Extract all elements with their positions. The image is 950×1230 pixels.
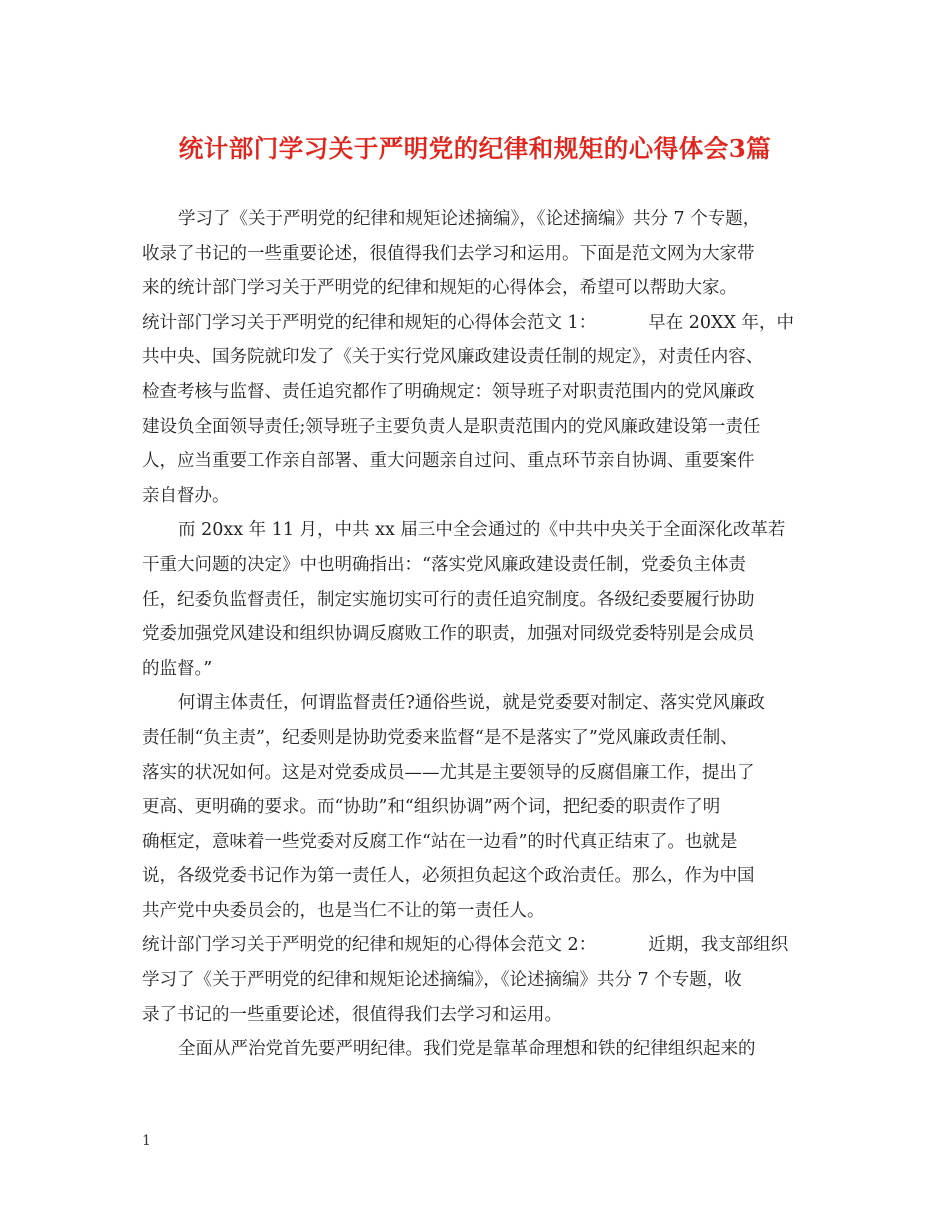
paragraph-line: 任，纪委负监督责任，制定实施切实可行的责任追究制度。各级纪委要履行协助 — [142, 589, 755, 610]
paragraph-line: 检查考核与监督、责任追究都作了明确规定：领导班子对职责范围内的党风廉政 — [142, 381, 755, 402]
section-heading: 统计部门学习关于严明党的纪律和规矩的心得体会范文 2： — [142, 935, 597, 956]
paragraph-line: 学习了《关于严明党的纪律和规矩论述摘编》，《论述摘编》共分 7 个专题， — [178, 209, 761, 229]
paragraph-line: 党委加强党风建设和组织协调反腐败工作的职责，加强对同级党委特别是会成员 — [142, 624, 755, 645]
paragraph-line: 共中央、国务院就印发了《关于实行党风廉政建设责任制的规定》，对责任内容、 — [142, 347, 764, 368]
paragraph-line: 来的统计部门学习关于严明党的纪律和规矩的心得体会，希望可以帮助大家。 — [142, 278, 737, 299]
paragraph-line: 确框定，意味着一些党委对反腐工作“站在一边看”的时代真正结束了。也就是 — [142, 831, 738, 852]
paragraph-line: 收录了书记的一些重要论述，很值得我们去学习和运用。下面是范文网为大家带 — [142, 243, 755, 264]
paragraph-line: 建设负全面领导责任;领导班子主要负责人是职责范围内的党风廉政建设第一责任 — [142, 416, 761, 437]
paragraph-line: 学习了《关于严明党的纪律和规矩论述摘编》，《论述摘编》共分 7 个专题，收 — [142, 970, 742, 991]
paragraph-line: 说，各级党委书记作为第一责任人，必须担负起这个政治责任。那么，作为中国 — [142, 866, 755, 887]
paragraph-line: 亲自督办。 — [142, 485, 230, 506]
paragraph-line — [142, 306, 812, 341]
paragraph-line: 全面从严治党首先要严明纪律。我们党是靠革命理想和铁的纪律组织起来的 — [178, 1039, 756, 1060]
page-number: 1 — [142, 1133, 151, 1149]
paragraph-line: 落实的状况如何。这是对党委成员——尤其是主要领导的反腐倡廉工作，提出了 — [142, 762, 755, 783]
paragraph-line: 更高、更明确的要求。而“协助”和“组织协调”两个词，把纪委的职责作了明 — [142, 797, 721, 818]
document-body — [142, 202, 812, 1067]
paragraph-line: 共产党中央委员会的，也是当仁不让的第一责任人。 — [142, 900, 545, 921]
paragraph-line: 责任制“负主责”，纪委则是协助党委来监督“是不是落实了”党风廉政责任制、 — [142, 727, 738, 748]
paragraph-text: 早在 20XX 年，中 — [648, 312, 795, 333]
document-title: 统计部门学习关于严明党的纪律和规矩的心得体会3篇 — [178, 134, 772, 163]
paragraph-line — [142, 928, 812, 963]
paragraph-line: 而 20xx 年 11 月，中共 xx 届三中全会通过的《中共中央关于全面深化改革若 — [178, 520, 786, 541]
section-heading: 统计部门学习关于严明党的纪律和规矩的心得体会范文 1： — [142, 312, 597, 333]
paragraph-line: 人，应当重要工作亲自部署、重大问题亲自过问、重点环节亲自协调、重要案件 — [142, 451, 755, 472]
paragraph-line: 的监督。” — [142, 658, 213, 679]
paragraph-line: 录了书记的一些重要论述，很值得我们去学习和运用。 — [142, 1004, 562, 1025]
paragraph-line: 干重大问题的决定》中也明确指出：“落实党风廉政建设责任制，党委负主体责 — [142, 554, 746, 575]
paragraph-text: 近期，我支部组织 — [648, 935, 789, 956]
paragraph-line: 何谓主体责任，何谓监督责任?通俗些说，就是党委要对制定、落实党风廉政 — [178, 693, 765, 714]
